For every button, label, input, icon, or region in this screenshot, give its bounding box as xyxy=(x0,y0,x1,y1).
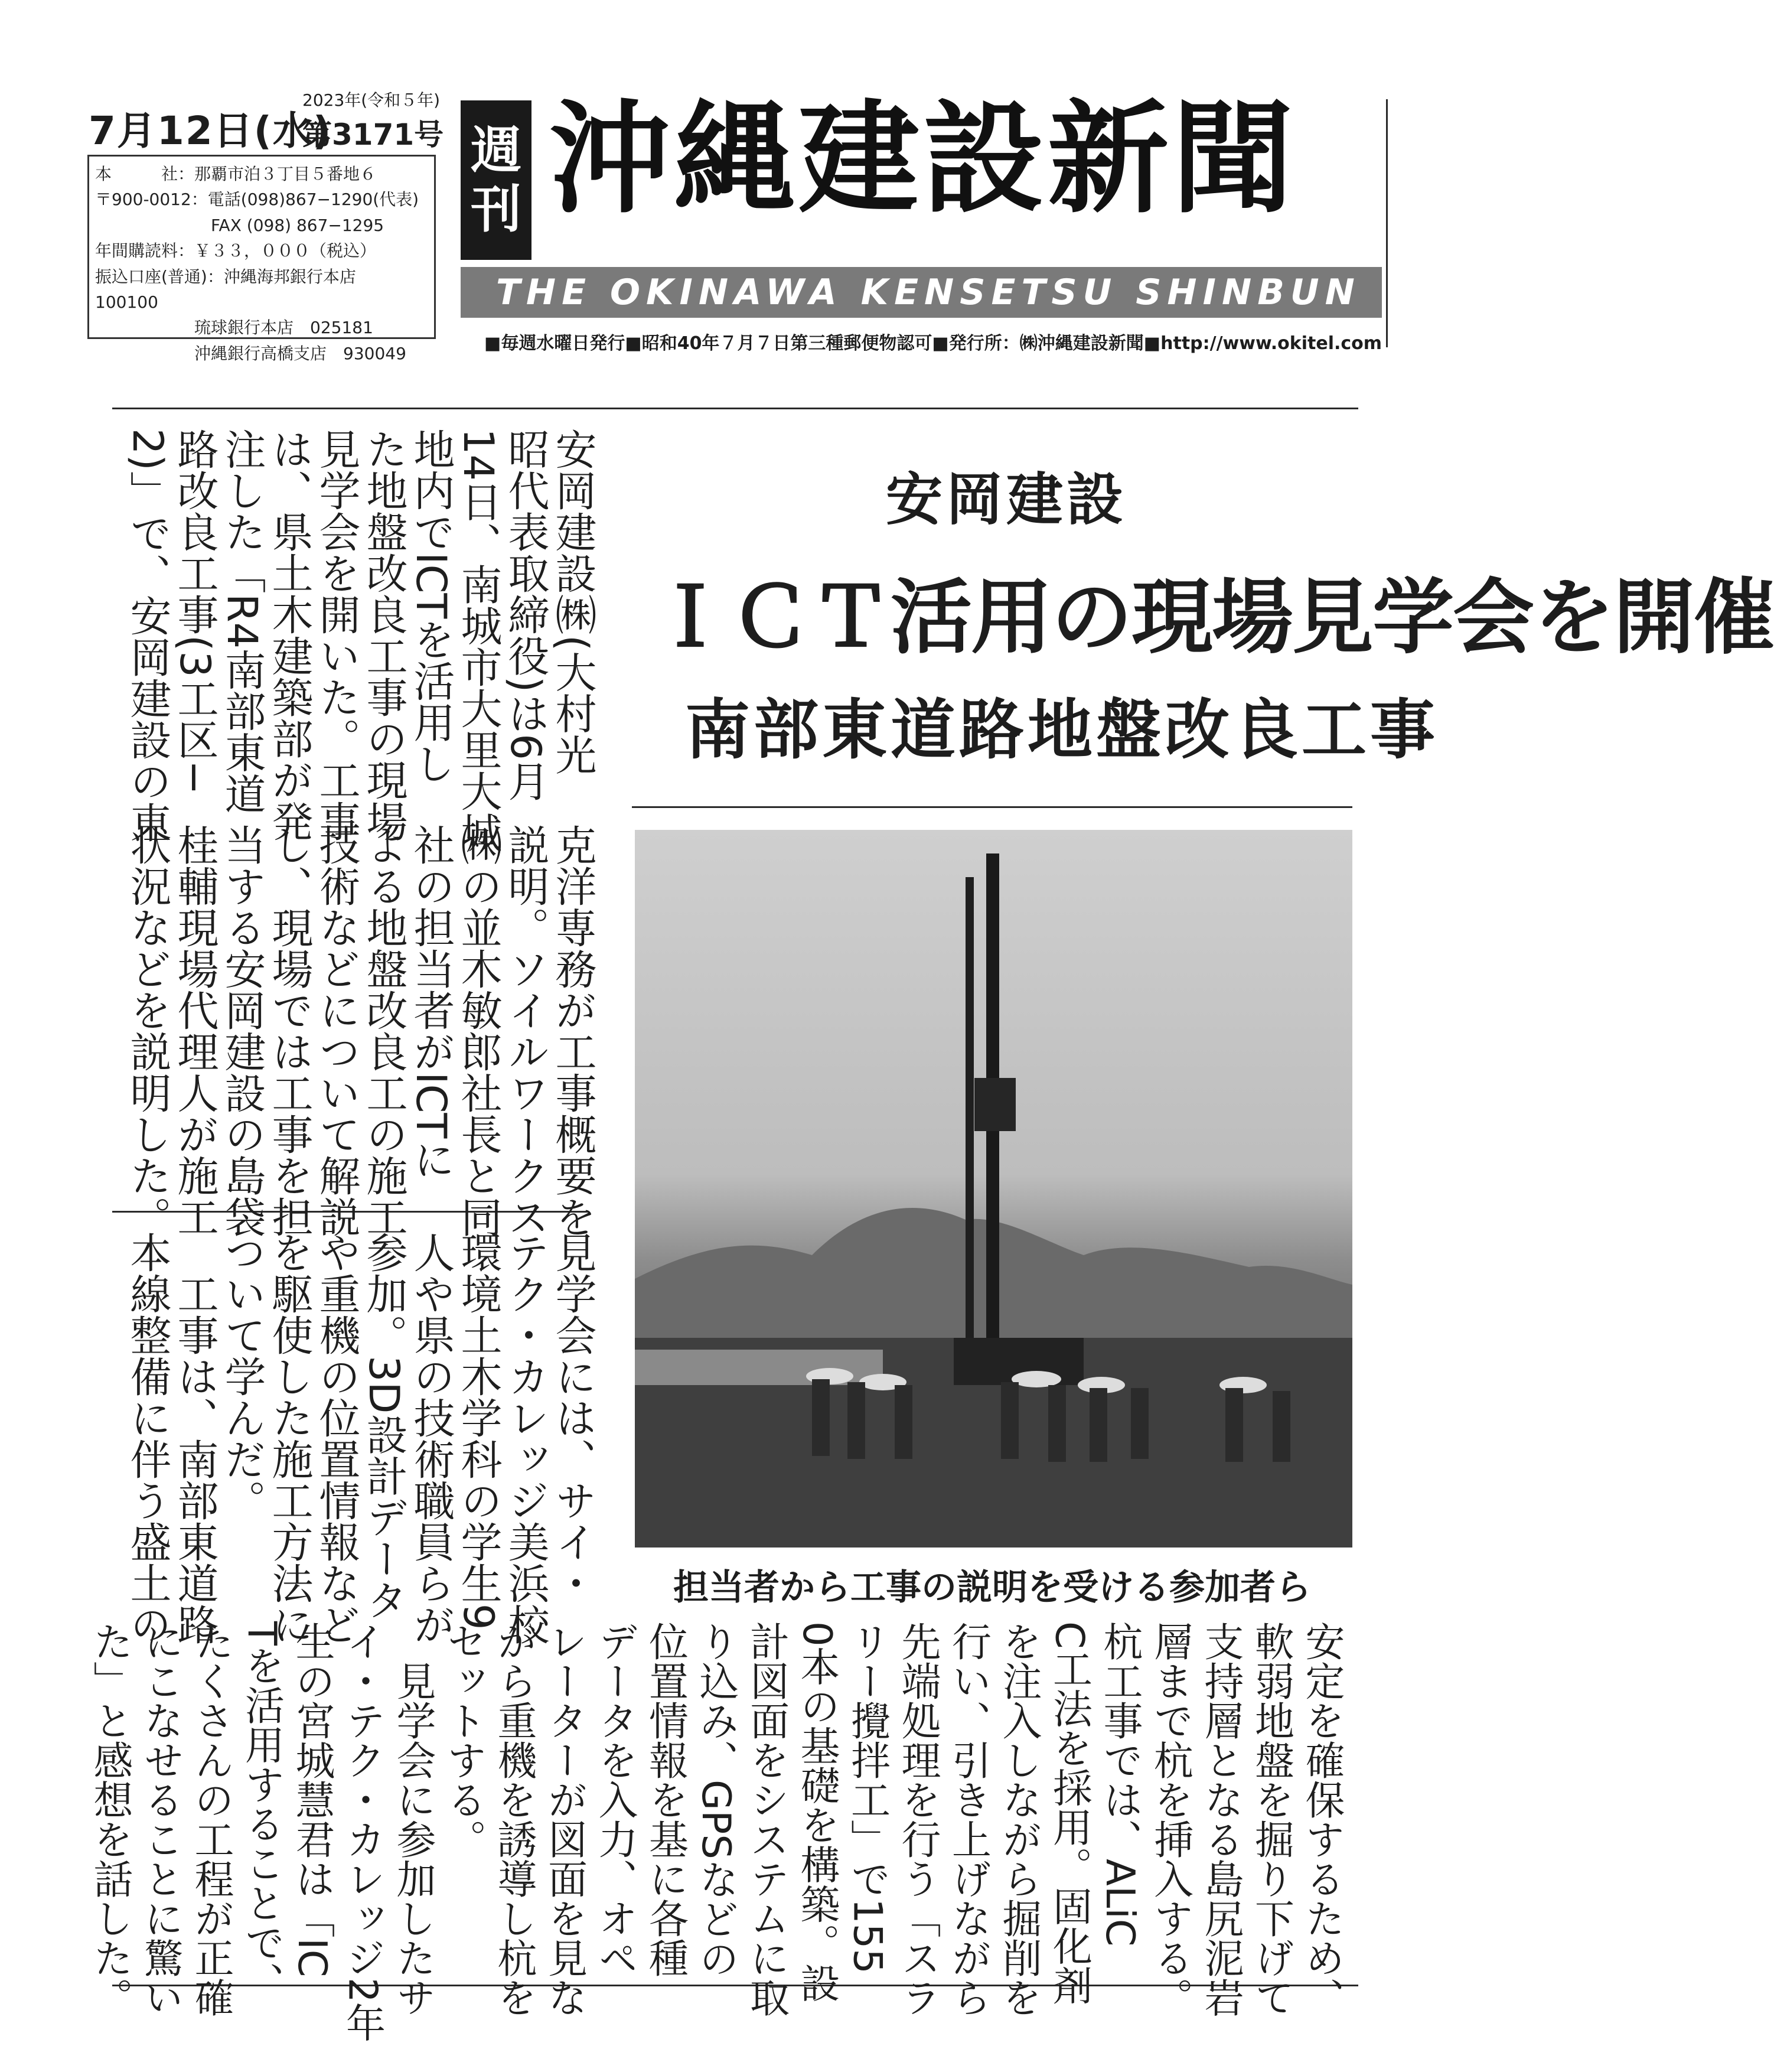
issue-date: 7月12日(水) xyxy=(89,108,332,154)
text-column: にこなせることに驚い xyxy=(138,1621,184,2017)
text-column: 当する安岡建設の島袋 xyxy=(218,824,266,1237)
text-column: C工法を採用。固化剤 xyxy=(1046,1621,1093,2005)
issue-year: 2023年(令和５年) xyxy=(302,90,441,110)
text-column: り込み、GPSなどの xyxy=(693,1621,739,1978)
publisher-info-line: FAX (098) 867−1295 xyxy=(95,215,384,235)
text-column: 本線整備に伴う盛土の xyxy=(123,1232,172,1645)
text-column: 安定を確保するため、 xyxy=(1299,1621,1345,2017)
text-column: 杭工事では、ALiC xyxy=(1097,1621,1143,1947)
text-column: 先端処理を行う「スラ xyxy=(895,1621,941,2017)
text-column: 安岡建設㈱(大村光 xyxy=(549,428,597,776)
english-title: THE OKINAWA KENSETSU SHINBUN xyxy=(496,272,1361,313)
publisher-info-line: 沖縄銀行高橋支店 930049 xyxy=(95,343,406,363)
text-column: た」と感想を話した。 xyxy=(87,1621,133,2017)
text-column: 見学会には、サイ・ xyxy=(549,1232,597,1604)
english-title-bar xyxy=(461,267,1382,318)
publisher-info-line: 〒900-0012：電話(098)867−1290(代表) xyxy=(95,190,419,210)
photo-caption: 担当者から工事の説明を受ける参加者ら xyxy=(673,1567,1311,1608)
pile-driver-photo-illustration xyxy=(635,830,1352,1548)
text-column: データを入力、オペ xyxy=(592,1621,638,1977)
text-column: 位置情報を基に各種 xyxy=(643,1621,689,1977)
text-column: し、現場では工事を担 xyxy=(265,824,314,1237)
issue-number: 第3171号 xyxy=(302,118,444,152)
text-column: た地盤改良工事の現場 xyxy=(360,428,408,842)
text-column: 地内でICTを活用し xyxy=(407,428,455,784)
text-column: は、県土木建築部が発 xyxy=(265,428,314,842)
text-column: リー攪拌工」で155 xyxy=(844,1621,891,1974)
text-column: 軟弱地盤を掘り下げて xyxy=(1248,1621,1295,2017)
text-column: 2)」で、安岡建設の東 xyxy=(123,428,172,843)
text-column: 層まで杭を挿入する。 xyxy=(1147,1621,1194,2017)
text-column: 社の担当者がICTに xyxy=(407,824,455,1180)
text-column: 工事は、南部東道路 xyxy=(171,1232,219,1645)
text-column: 路改良工事(3工区− xyxy=(171,428,219,795)
text-column: がら重機を誘導し杭を xyxy=(491,1621,537,2017)
text-column: 説明。ソイルワークス xyxy=(501,824,550,1237)
text-column: 桂輔現場代理人が施工 xyxy=(171,824,219,1237)
publisher-info-line: 本 社：那覇市泊３丁目５番地６ xyxy=(95,164,377,184)
article-subhead: 南部東道路地盤改良工事 xyxy=(685,692,1439,768)
publisher-info-line: 年間購読料：￥３３，０００（税込） xyxy=(95,241,377,261)
text-column: 昭代表取締役)は6月 xyxy=(501,428,550,802)
headline-bottom-rule xyxy=(632,806,1352,808)
text-column: 0本の基礎を構築。設 xyxy=(794,1621,840,2003)
text-column: を駆使した施工方法に xyxy=(265,1232,314,1645)
text-column: テク・カレッジ美浜校 xyxy=(501,1232,550,1645)
text-column: ㈱の並木敏郎社長と同 xyxy=(454,824,503,1237)
news-photo xyxy=(635,830,1352,1548)
text-column: 見学会を開いた。工事 xyxy=(312,428,361,842)
text-column: Tを活用することで、 xyxy=(239,1621,285,2002)
text-column: や重機の位置情報など xyxy=(312,1232,361,1645)
text-column: たくさんの工程が正確 xyxy=(188,1621,234,2017)
masthead-right-rule xyxy=(1386,99,1388,347)
publisher-info-line: 振込口座(普通)：沖縄海邦銀行本店 100100 xyxy=(95,266,373,312)
text-column: 人や県の技術職員らが xyxy=(407,1232,455,1645)
weekly-badge xyxy=(461,100,531,260)
top-article-rule xyxy=(112,408,1358,409)
publisher-info-box xyxy=(87,155,436,363)
text-column: 技術などについて解説 xyxy=(312,824,361,1237)
weekly-char-2: 刊 xyxy=(471,180,521,239)
article-headline: ＩＣＴ活用の現場見学会を開催 xyxy=(650,569,1774,665)
text-column: 見学会に参加したサ xyxy=(390,1621,436,2017)
publisher-info xyxy=(95,161,428,366)
publisher-info-line: 琉球銀行本店 025181 xyxy=(95,318,373,338)
text-column: 14日、南城市大里大城 xyxy=(454,428,503,853)
text-column: 状況などを説明した。 xyxy=(123,824,172,1237)
text-column: セットする。 xyxy=(441,1621,487,1859)
masthead-footer-line: ■毎週水曜日発行■昭和40年７月７日第三種郵便物認可■発行所：㈱沖縄建設新聞■http://www.okitel.com xyxy=(484,333,1382,354)
text-column: 支持層となる島尻泥岩 xyxy=(1198,1621,1244,2017)
weekly-char-1: 週 xyxy=(471,121,521,180)
text-column: を注入しながら掘削を xyxy=(996,1621,1042,2017)
text-column: 克洋専務が工事概要を xyxy=(549,824,597,1237)
newspaper-title: 沖縄建設新聞 xyxy=(549,89,1297,230)
text-column: 注した「R4南部東道 xyxy=(218,428,266,815)
article-kicker: 安岡建設 xyxy=(886,467,1127,533)
text-column: ついて学んだ。 xyxy=(218,1232,266,1521)
text-column: 参加。3D設計データ xyxy=(360,1232,408,1621)
text-column: 行い、引き上げながら xyxy=(945,1621,992,2017)
text-column: 環境土木学科の学生9 xyxy=(454,1232,503,1630)
text-column: レーターが図面を見な xyxy=(542,1621,588,2017)
text-column: 生の宮城慧君は「IC xyxy=(289,1621,335,1977)
text-column: イ・テク・カレッジ2年 xyxy=(340,1621,386,2042)
text-column: よる地盤改良工の施工 xyxy=(360,824,408,1237)
text-column: 計図面をシステムに取 xyxy=(743,1621,790,2017)
